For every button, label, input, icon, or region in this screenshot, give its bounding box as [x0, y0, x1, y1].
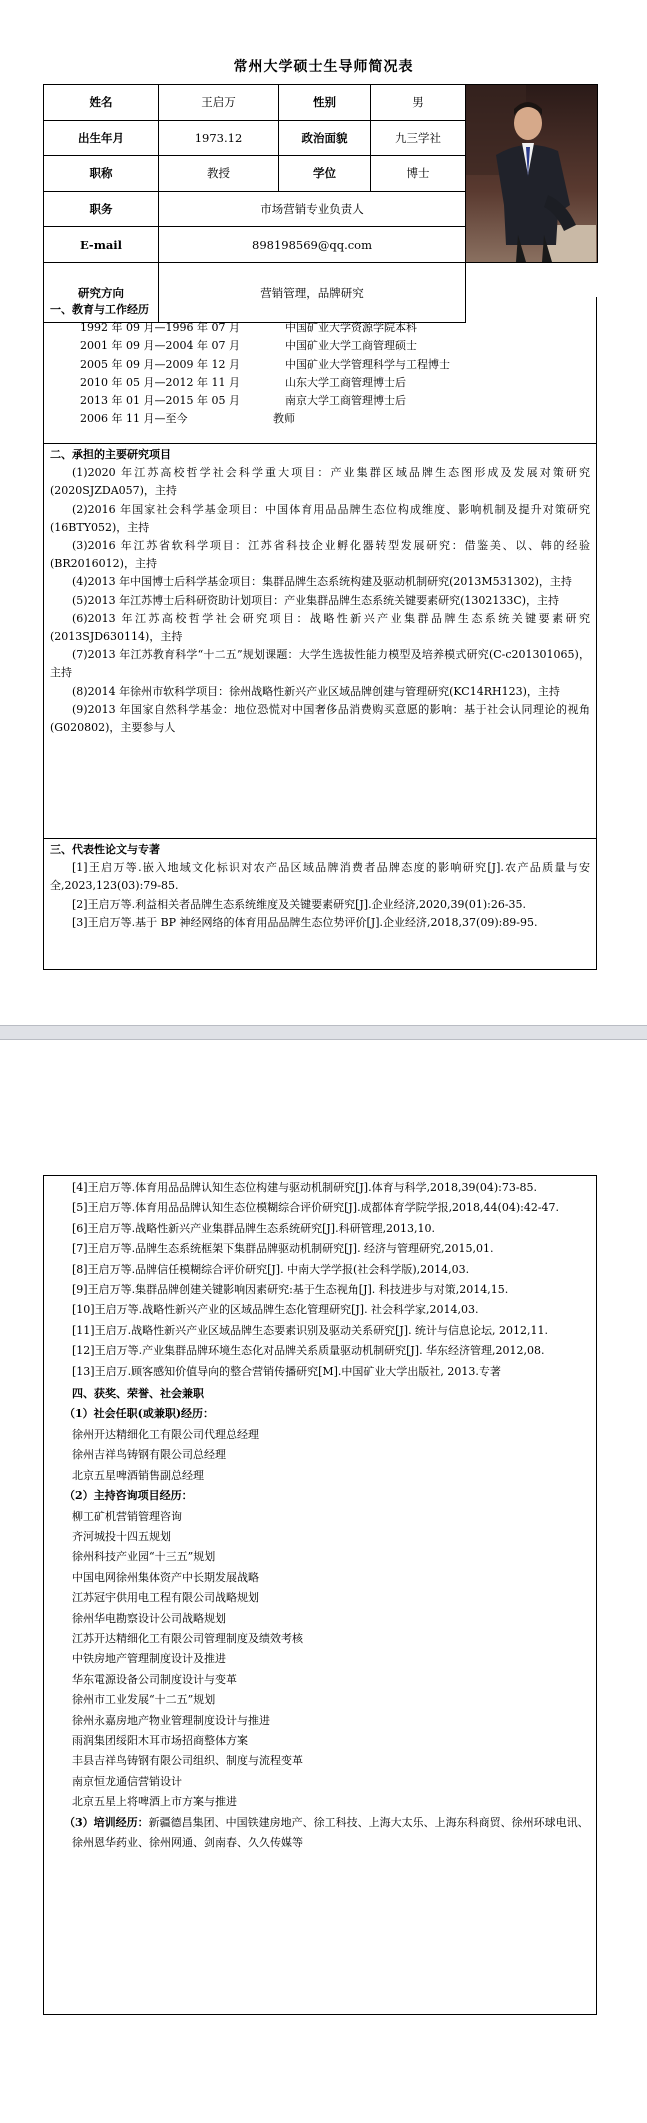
paper-item: [5]王启万等.体育用品品牌认知生态位模糊综合评价研究[J].成都体育学院学报,2018,44(04):42-47. — [72, 1201, 560, 1215]
name-label: 姓名 — [44, 85, 159, 121]
paper-item: [8]王启万等.品牌信任模糊综合评价研究[J]. 中南大学学报(社会科学版),2014,03. — [72, 1262, 470, 1276]
paper-item: [13]王启万.顾客感知价值导向的整合营销传播研究[M].中国矿业大学出版社, 2013.专著 — [72, 1364, 501, 1378]
consult-item: 江苏开达精细化工有限公司管理制度及绩效考核 — [72, 1631, 303, 1645]
consult-item: 徐州科技产业园“十三五”规划 — [72, 1550, 216, 1564]
consult-item: 徐州永嘉房地产物业管理制度设计与推进 — [72, 1713, 270, 1727]
consult-item: 江苏冠宇供用电工程有限公司战略规划 — [72, 1591, 259, 1605]
paper-item: [6]王启万等.战略性新兴产业集群品牌生态系统研究[J].科研管理,2013,10. — [72, 1221, 436, 1235]
paper-item: [11]王启万.战略性新兴产业区域品牌生态要素识别及驱动关系研究[J]. 统计与信息论坛, 2012,11. — [72, 1323, 549, 1337]
consult-item: 齐河城投十四五规划 — [72, 1529, 171, 1543]
paper-item: [12]王启万等.产业集群品牌环境生态化对品牌关系质量驱动机制研究[J]. 华东经济管理,2012,08. — [72, 1344, 545, 1358]
consult-item: 中铁房地产管理制度设计及推进 — [72, 1652, 226, 1666]
portrait-image — [466, 85, 597, 262]
papers-heading: 三、代表性论文与专著 — [50, 843, 160, 856]
paper-item: [3]王启万等.基于 BP 神经网络的体育用品品牌生态位势评价[J].企业经济,2018,37(09):89-95. — [72, 915, 538, 929]
consult-item: 中国电网徐州集体资产中长期发展战略 — [72, 1570, 259, 1584]
document-page-1 — [0, 0, 647, 1025]
consult-item: 徐州市工业发展“十二五”规划 — [72, 1693, 216, 1707]
page-title: 常州大学硕士生导师简况表 — [233, 59, 414, 75]
birth-value: 1973.12 — [159, 120, 279, 156]
consult-item: 丰县吉祥鸟铸钢有限公司组织、制度与流程变革 — [72, 1754, 303, 1768]
education-row: 2013 年 01 月—2015 年 05 月 南京大学工商管理博士后 — [80, 394, 406, 408]
education-row: 2001 年 09 月—2004 年 07 月 中国矿业大学工商管理硕士 — [80, 339, 417, 353]
projects-section — [43, 444, 597, 839]
duty-label: 职务 — [44, 191, 159, 227]
continuation-box — [43, 1175, 597, 2015]
gender-value: 男 — [371, 85, 466, 121]
research-value: 营销管理，品牌研究 — [159, 263, 466, 323]
paper-item: [7]王启万等.品牌生态系统框架下集群品牌驱动机制研究[J]. 经济与管理研究,2015,01. — [72, 1242, 494, 1256]
project-item: (7)2013 年江苏教育科学“十二五”规划课题：大学生选拔性能力模型及培养模式研究(C-c201301065)，主持 — [50, 648, 590, 680]
degree-value: 博士 — [371, 156, 466, 192]
title-value: 教授 — [159, 156, 279, 192]
training-text: 新疆德昌集团、中国铁建房地产、徐工科技、上海大太乐、上海东科商贸、徐州环球电讯、徐州恩华药业、徐州网通、剑南春、久久传媒等 — [72, 1815, 589, 1849]
education-row: 2006 年 11 月—至今 教师 — [80, 412, 295, 426]
consult-item: 柳工矿机营销管理咨询 — [72, 1509, 182, 1523]
projects-heading: 二、承担的主要研究项目 — [50, 448, 171, 461]
training-label: （3）培训经历： — [64, 1815, 149, 1829]
social-item: 北京五星啤酒销售副总经理 — [72, 1468, 204, 1482]
party-value: 九三学社 — [371, 120, 466, 156]
basic-info-table — [43, 84, 598, 323]
education-row: 2005 年 09 月—2009 年 12 月 中国矿业大学管理科学与工程博士 — [80, 357, 450, 371]
consult-item: 南京恒龙通信营销设计 — [72, 1774, 182, 1788]
birth-label: 出生年月 — [44, 120, 159, 156]
name-value: 王启万 — [159, 85, 279, 121]
research-label: 研究方向 — [44, 263, 159, 323]
project-item: (8)2014 年徐州市软科学项目：徐州战略性新兴产业区域品牌创建与管理研究(KC14RH123)，主持 — [72, 684, 560, 698]
paper-item: [10]王启万等.战略性新兴产业的区域品牌生态化管理研究[J]. 社会科学家,2014,03. — [72, 1303, 479, 1317]
education-section — [43, 297, 597, 444]
project-item: (1)2020 年江苏高校哲学社会科学重大项目：产业集群区域品牌生态图形成及发展对策研究(2020SJZDA057)，主持 — [50, 466, 590, 498]
project-item: (4)2013 年中国博士后科学基金项目：集群品牌生态系统构建及驱动机制研究(2013M531302)，主持 — [72, 575, 572, 589]
project-item: (6)2013 年江苏高校哲学社会研究项目：战略性新兴产业集群品牌生态系统关键要素研究(2013SJD630114)，主持 — [50, 611, 590, 644]
duty-value: 市场营销专业负责人 — [159, 191, 466, 227]
paper-item: [9]王启万等.集群品牌创建关键影响因素研究:基于生态视角[J]. 科技进步与对策,2014,15. — [72, 1283, 509, 1297]
project-item: (2)2016 年国家社会科学基金项目：中国体育用品品牌生态位构成维度、影响机制及提升对策研究(16BTY052)，主持 — [50, 502, 590, 534]
consult-item: 雨润集团绥阳木耳市场招商整体方案 — [72, 1733, 248, 1747]
consult-heading: （2）主持咨询项目经历： — [64, 1489, 193, 1503]
title-label: 职称 — [44, 156, 159, 192]
paper-item: [4]王启万等.体育用品品牌认知生态位构建与驱动机制研究[J].体育与科学,2018,39(04):73-85. — [72, 1181, 538, 1194]
paper-item: [1]王启万等.嵌入地域文化标识对农产品区域品牌消费者品牌态度的影响研究[J].农产品质量与安全,2023,123(03):79-85. — [50, 861, 590, 893]
social-item: 徐州开达精细化工有限公司代理总经理 — [72, 1427, 259, 1441]
education-row: 1992 年 09 月—1996 年 07 月 中国矿业大学资源学院本科 — [80, 321, 417, 335]
email-label: E-mail — [44, 227, 159, 263]
degree-label: 学位 — [279, 156, 371, 192]
consult-item: 徐州华电勘察设计公司战略规划 — [72, 1611, 226, 1625]
awards-heading: 四、获奖、荣誉、社会兼职 — [72, 1387, 204, 1401]
page-separator — [0, 1025, 647, 1040]
social-item: 徐州吉祥鸟铸钢有限公司总经理 — [72, 1448, 226, 1462]
project-item: (5)2013 年江苏博士后科研资助计划项目：产业集群品牌生态系统关键要素研究(1302133C)，主持 — [72, 593, 560, 607]
training-item — [50, 1813, 590, 1854]
email-value: 898198569@qq.com — [159, 227, 466, 263]
project-item: (9)2013 年国家自然科学基金：地位恐慌对中国奢侈品消费购买意愿的影响：基于社会认同理论的视角(G020802)，主要参与人 — [50, 702, 590, 735]
papers-section — [43, 839, 597, 970]
party-label: 政治面貌 — [279, 120, 371, 156]
consult-item: 北京五星上将啤酒上市方案与推进 — [72, 1795, 237, 1809]
project-item: (3)2016 年江苏省软科学项目：江苏省科技企业孵化器转型发展研究：借鉴美、以、韩的经验(BR2016012)，主持 — [50, 539, 590, 571]
gender-label: 性别 — [279, 85, 371, 121]
education-heading: 一、教育与工作经历 — [50, 303, 149, 316]
consult-item: 华东電源设备公司制度设计与变革 — [72, 1672, 237, 1686]
education-row: 2010 年 05 月—2012 年 11 月 山东大学工商管理博士后 — [80, 375, 406, 389]
paper-item: [2]王启万等.利益相关者品牌生态系统维度及关键要素研究[J].企业经济,2020,39(01):26-35. — [72, 897, 527, 911]
social-heading: （1）社会任职(或兼职)经历： — [64, 1407, 215, 1421]
portrait-photo — [466, 85, 598, 263]
